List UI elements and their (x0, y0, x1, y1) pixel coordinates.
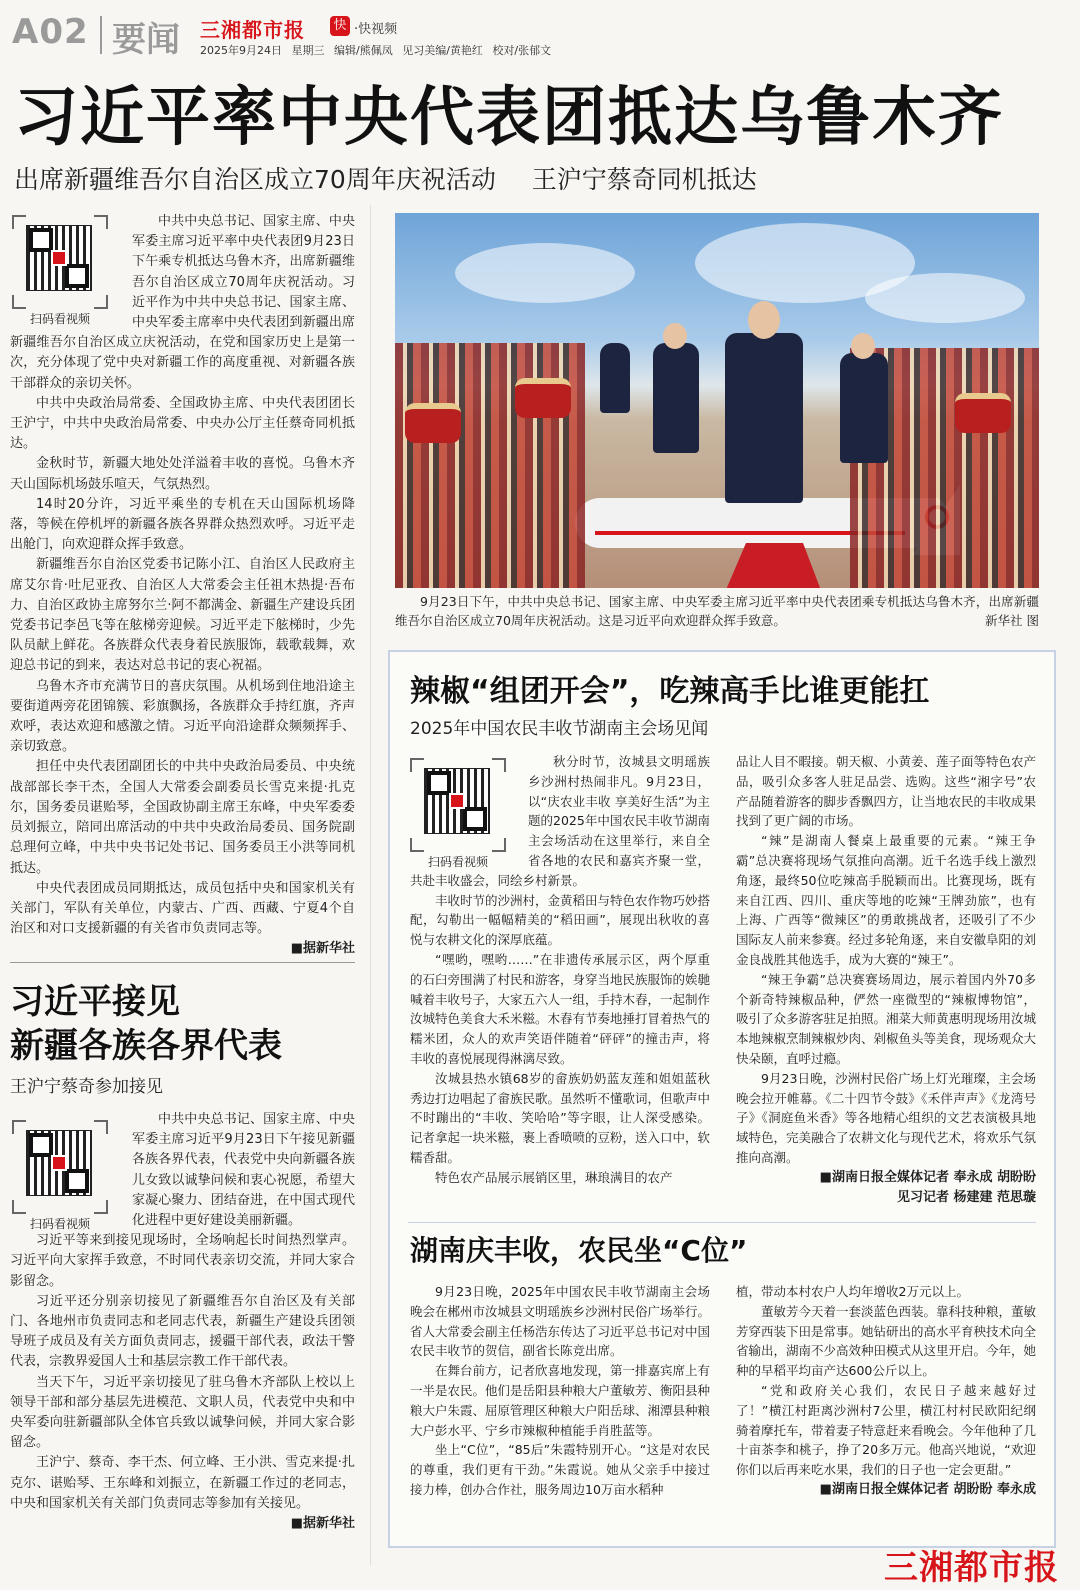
paragraph: 中央代表团成员同期抵达，成员包括中央和国家机关有关部门，军队有关单位，内蒙古、广西、西藏、宁夏4个自治区和对口支援新疆的有关省市负责同志等。 (10, 880, 355, 937)
paragraph: 植，带动本村农户人均年增收2万元以上。 (736, 1284, 969, 1299)
lead-article-body (10, 212, 355, 960)
second-headline-line2: 新疆各族各界代表 (10, 1026, 282, 1066)
lead-subhead-1: 出席新疆维吾尔自治区成立70周年庆祝活动 (14, 165, 496, 194)
caption-text: 9月23日下午，中共中央总书记、国家主席、中央军委主席习近平率中央代表团乘专机抵达乌鲁木齐，出席新疆维吾尔自治区成立70周年庆祝活动。这是习近平向欢迎群众挥手致意。 (395, 594, 1039, 628)
paragraph: 汝城县热水镇68岁的畲族奶奶蓝友莲和姐姐蓝秋秀边打边唱起了畲族民歌。虽然听不懂歌词，但歌声中不时蹦出的“丰收、笑哈哈”等字眼，让人深受感染。记者拿起一块米糍，裹上香喷喷的豆粉，送入口中，软糯香甜。 (410, 1070, 711, 1165)
qr-label: 扫码看视频 (29, 312, 90, 326)
paragraph: 王沪宁、蔡奇、李干杰、何立峰、王小洪、雪克来提·扎克尔、谌贻琴、王东峰和刘振立，在新疆工作过的老同志，中央和国家机关有关部门负责同志等参加有关接见。 (10, 1455, 355, 1511)
paragraph: 担任中央代表团副团长的中共中央政治局委员、中央统战部部长李干杰，全国人大常委会副委员长雪克来提·扎克尔，国务委员谌贻琴，全国政协副主席王东峰，中央军委委员刘振立，陪同出席活动的中共中央政治局委员、国务院副总理何立峰，中共中央书记处书记、国务委员王小洪等同机抵达。 (10, 759, 355, 876)
photo-credit: 新华社 图 (985, 613, 1039, 628)
paragraph: 丰收时节的沙洲村，金黄稻田与特色农作物巧妙搭配，勾勒出一幅幅精美的“稻田画”，展现出秋收的喜悦与农耕文化的深厚底蕴。 (410, 892, 711, 948)
paragraph: 9月23日晚，2025年中国农民丰收节湖南主会场晚会在郴州市汝城县文明瑶族乡沙洲村民俗广场举行。省人大常委会副主任杨浩东传达了习近平总书记对中国农民丰收节的贺信，副省长陈竞出席。 (410, 1284, 711, 1359)
leader-figure (725, 333, 803, 503)
hunan2-left-column (410, 1282, 710, 1500)
paragraph: “辣”是湖南人餐桌上最重要的元素。“辣王争霸”总决赛将现场气氛推向高潮。近千名选手线上激烈角逐，最终50位吃辣高手脱颖而出。比赛现场，既有来自江西、四川、重庆等地的吃辣“王牌劲旅”，也有上海、广西等“微辣区”的勇敢挑战者，还吸引了不少国际友人前来参赛。经过多轮角逐，来自安徽阜阳的刘金良战胜其他选手，成为大赛的“辣王”。 (736, 833, 1037, 967)
hunan1-subhead: 2025年中国农民丰收节湖南主会场见闻 (410, 719, 709, 739)
qr-label: 扫码看视频 (427, 855, 488, 869)
hunan1-right-column (736, 752, 1036, 1207)
paragraph: 品让人目不暇接。朝天椒、小黄姜、莲子面等特色农产品，吸引众多客人驻足品尝、选购。这些“湘字号”农产品随着游客的脚步香飘四方，让当地农民的丰收成果找到了更广阔的市场。 (736, 754, 1037, 829)
lead-headline: 习近平率中央代表团抵达乌鲁木齐 (14, 81, 1004, 155)
page-number: A02 (12, 12, 89, 52)
column-divider (370, 205, 371, 1565)
second-headline-line1: 习近平接见 (10, 982, 180, 1022)
paragraph: 特色农产品展示展销区里，琳琅满目的农产 (435, 1169, 673, 1185)
hunan1-left-column (410, 752, 710, 1188)
lead-signoff: ■据新华社 (290, 941, 355, 957)
brand-sub: ·快视频 (354, 22, 398, 37)
hunan2-headline: 湖南庆丰收，农民坐“C位” (410, 1234, 748, 1267)
section-title: 要闻 (112, 20, 180, 60)
lead-subhead-2: 王沪宁蔡奇同机抵达 (531, 165, 757, 194)
second-subhead: 王沪宁蔡奇参加接见 (10, 1077, 163, 1097)
paragraph: 中共中央总书记、国家主席、中央军委主席习近平率中央代表团9月23日下午乘专机抵达乌鲁木齐，出席新疆维吾尔自治区成立70周年庆祝活动。习近平作为中共中央总书记、国家主席、中央军委主席率中央代表团到新疆出席新疆维吾尔自治区成立庆祝活动，在党和国家历史上是第一次，充分体现了党中央对新疆工作的高度重视、对新疆各族干部群众的亲切关怀。 (10, 214, 355, 391)
issue-date: 2025年9月24日 (200, 44, 282, 57)
paragraph: “嘿哟，嘿哟……”在非遗传承展示区，两个厚重的石臼旁围满了村民和游客，身穿当地民族服饰的娭毑喊着丰收号子，大家五六人一组，手持木舂，一起制作汝城特色美食大禾米糍。木舂有节奏地捶打冒着热气的糯米团，众人的欢声笑语伴随着“砰砰”的撞击声，将丰收的喜悦展现得淋漓尽致。 (410, 951, 711, 1066)
hunan1-signoff-2: 见习记者 杨建建 范思璇 (896, 1189, 1036, 1205)
lead-subhead (14, 160, 785, 196)
editor: 编辑/熊佩凤 (334, 44, 393, 57)
paragraph: 习近平还分别亲切接见了新疆维吾尔自治区及有关部门、各地州市负责同志和老同志代表，新疆生产建设兵团领导班子成员及有关方面负责同志，援疆干部代表，政法干警代表，宗教界爱国人士和基层宗教工作干部代表。 (10, 1293, 355, 1370)
qr-label: 扫码看视频 (29, 1217, 90, 1231)
section-divider (10, 962, 355, 963)
second-article-body (10, 1110, 355, 1534)
hunan-separator (408, 1222, 1036, 1223)
paragraph: 金秋时节，新疆大地处处洋溢着丰收的喜悦。乌鲁木齐天山国际机场鼓乐喧天，气氛热烈。 (10, 456, 355, 492)
intern-editor: 见习美编/黄艳红 (402, 44, 483, 57)
paragraph: 中共中央总书记、国家主席、中央军委主席习近平9月23日下午接见新疆各族各界代表，代表党中央向新疆各族儿女致以诚挚问候和衷心祝愿，希望大家凝心聚力、团结奋进，在中国式现代化进程中更好建设美丽新疆。 (132, 1112, 355, 1229)
proofreader: 校对/张郁文 (492, 44, 552, 57)
second-signoff: ■据新华社 (290, 1516, 355, 1532)
paragraph: 秋分时节，汝城县文明瑶族乡沙洲村热闹非凡。9月23日，以“庆农业丰收 享美好生活”为主题的2025年中国农民丰收节湖南主会场活动在这里举行，来自全省各地的农民和嘉宾齐聚一堂，共赴丰收盛会，同绘乡村新景。 (410, 754, 710, 888)
paragraph: 当天下午，习近平亲切接见了驻乌鲁木齐部队上校以上领导干部和部分基层先进模范、文职人员，代表党中央和中央军委向驻新疆部队全体官兵致以诚挚问候，并同大家合影留念。 (10, 1374, 355, 1451)
footer-brand-logo: 三湘都市报 (884, 1548, 1059, 1588)
issue-meta (200, 42, 557, 58)
newspaper-brand: 三湘都市报 (200, 18, 305, 42)
paragraph: 14时20分许，习近平乘坐的专机在天山国际机场降落，等候在停机坪的新疆各族各界群众热烈欢呼。习近平走出舱门，向欢迎群众挥手致意。 (10, 496, 355, 553)
paragraph: 9月23日晚，沙洲村民俗广场上灯光璀璨，主会场晚会拉开帷幕。《二十四节令鼓》《禾伴声声》《龙湾号子》《洞庭鱼米香》等各地精心组织的文艺表演极具地域特色，完美融合了农耕文化与现代艺术，将欢乐气氛推向高潮。 (736, 1070, 1037, 1165)
lead-photo (395, 213, 1039, 588)
paragraph: “党和政府关心我们，农民日子越来越好过了！”横江村距离沙洲村7公里，横江村村民欧阳纪纲骑着摩托车，带着妻子特意赶来看晚会。今年他种了几十亩茶李和桃子，挣了20多万元。他高兴地说，“欢迎你们以后再来吃水果，我们的日子也一定会更甜。” (736, 1382, 1037, 1478)
masthead-divider (100, 16, 102, 54)
paragraph: 习近平等来到接见现场时，全场响起长时间热烈掌声。习近平向大家挥手致意，不时同代表亲切交流，并同大家合影留念。 (10, 1233, 355, 1289)
paragraph: 董敏芳今天着一套淡蓝色西装。靠科技种粮，董敏芳穿西装下田是常事。她钻研出的高水平育秧技术向全省输出，湖南不少高效种田模式从这里开启。今年，她种的早稻平均亩产达600公斤以上。 (736, 1303, 1037, 1379)
paragraph: 中共中央政治局常委、全国政协主席、中央代表团团长王沪宁，中共中央政治局常委、中央办公厅主任蔡奇同机抵达。 (10, 395, 355, 452)
video-logo-icon: 快 (330, 16, 350, 36)
paragraph: 在舞台前方，记者欣喜地发现，第一排嘉宾席上有一半是农民。他们是岳阳县种粮大户董敏芳、衡阳县种粮大户朱霞、屈原管理区种粮大户阳岳球、湘潭县种粮大户彭水平、宁乡市辣椒种植能手肖胜蓝等。 (410, 1363, 711, 1438)
hunan1-signoff-1: ■湖南日报全媒体记者 奉永成 胡盼盼 (819, 1169, 1036, 1185)
photo-caption (395, 592, 1039, 630)
hunan1-headline: 辣椒“组团开会”，吃辣高手比谁更能扛 (410, 674, 930, 709)
masthead (0, 0, 1080, 64)
paragraph: 乌鲁木齐市充满节日的喜庆氛围。从机场到住地沿途主要街道两旁花团锦簇、彩旗飘扬，各族群众手持红旗，齐声欢呼，表达欢迎和感激之情。习近平向沿途群众频频挥手、亲切致意。 (10, 678, 355, 755)
issue-weekday: 星期三 (291, 44, 325, 57)
hunan2-signoff: ■湖南日报全媒体记者 胡盼盼 奉永成 (819, 1481, 1036, 1497)
hunan2-right-column (736, 1282, 1036, 1500)
paragraph: 坐上“C位”，“85后”朱霞特别开心。“这是对农民的尊重，我们更有干劲。”朱霞说。她从父亲手中接过接力棒，创办合作社，服务周边10万亩水稻种 (410, 1442, 710, 1497)
paragraph: 新疆维吾尔自治区党委书记陈小江、自治区人民政府主席艾尔肯·吐尼亚孜、自治区人大常委会主任祖木热提·吾布力、自治区政协主席努尔兰·阿不都满金、新疆生产建设兵团党委书记李邑飞等在舷梯旁迎候。习近平走下舷梯时，少先队员献上鲜花。各族群众代表身着民族服饰，载歌载舞，欢迎总书记的到来，表达对总书记的衷心祝福。 (10, 557, 355, 674)
paragraph: “辣王争霸”总决赛赛场周边，展示着国内外70多个新奇特辣椒品种，俨然一座微型的“辣椒博物馆”，吸引了众多游客驻足拍照。湘菜大师黄惠明现场用汝城本地辣椒烹制辣椒炒肉、剁椒鱼头等美食，现场观众大快朵颐，直呼过瘾。 (736, 971, 1037, 1066)
